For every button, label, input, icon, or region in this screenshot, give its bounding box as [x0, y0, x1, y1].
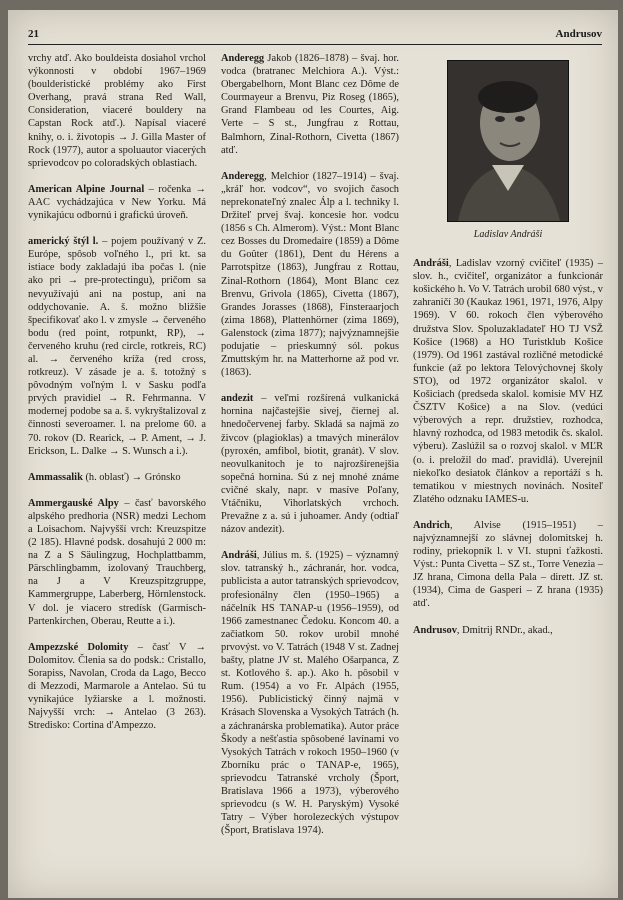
- entry-body: – časť bavorského alpského predhoria (NSR) medzi Lechom a Loisachom. Najvyšší vrch: Kreuzspitze (2 185). Hlavné podsk. dosahujú 2 000 m: na Z a S Säulingzug, Hochplattbamm, Pärschlingbamm, izolovaný Trauchberg, na J a V Kreuzspitzgruppe, Kammergruppe, Laberberg, Hörnlenstock. V dol. je viacero stredísk (Garmisch-Partenkirchen, Oberau, Reutte a i.).: [28, 497, 206, 627]
- entry-head: Anderegg: [221, 170, 265, 182]
- column-1: [28, 52, 206, 732]
- column-2: [221, 52, 399, 837]
- entry-head: Andrusov: [413, 624, 457, 636]
- entry-head: Andrich: [413, 519, 450, 531]
- entry: [413, 624, 603, 637]
- entry: [413, 519, 603, 611]
- entry: [28, 183, 206, 222]
- entry-body: Jakob (1826–1878) – švaj. hor. vodca (bratranec Melchiora A.). Výst.: Obergabelhorn, Mont Blanc cez Dôme de Courmayeur a Brenvu, Piz Roseg (1865), Grand Flambeau od les Courtes, Aig. Verte – S st., Jungfrau z Rottau, Balmhorn, Zinal-Rothorn, Civetta (1867) atď.: [221, 53, 399, 156]
- entry-body: , Ladislav vzorný cvičiteľ (1935) – slov. h., cvičiteľ, organizátor a funkcionár košického h. Vo V. Tatrách urobil 680 výst., v zahraničí 30 (Kaukaz 1961, 1971, 1976, Alpy 1969). V 60. rokoch člen výberového družstva Slov. Spoluzakladateľ HO TJ VSŽ Košice (1968) a HO Turistklub Košice (1979). Od 1961 zastával rozličné metodické funkcie (až po lektora Telovýchovnej školy STO), od 1972 organizátor skalol. v Košiciach (predseda skalol. komisie MV HZ ČSZTV Košice) a na Slov. (vedúci výberových a repr. družstiev, rozhodca, hlavný rozhodca, od 1983 metodik čs. skalol. výberu). Zaslúžil sa o rozvoj skalol. v MĽR (o. i. preložil do maď. pravidlá). Uverejnil niekoľko desiatok článkov a reportáží s h. tematikou v miestnych novinách. Nositeľ Zlatého odznaku IAMES-u.: [413, 258, 603, 505]
- entry-body: – ročenka → AAC vychádzajúca v New Yorku. Má vynikajúcu odbornú i grafickú úroveň.: [28, 183, 206, 222]
- entry-head: americký štýl l.: [28, 236, 99, 248]
- entry: [221, 52, 399, 157]
- entry: [221, 549, 399, 837]
- entry-head: Andráši: [221, 550, 257, 562]
- portrait-photo: [447, 60, 569, 222]
- page-header: [28, 28, 602, 45]
- portrait-figure-icon: [448, 61, 568, 221]
- entry-head: American Alpine Journal: [28, 183, 145, 195]
- entry-body: , Melchior (1827–1914) – švaj. „kráľ hor. vodcov“, vo svojich časoch neprekonateľný znalec Álp a l. techniky l. Držiteľ prvej švaj. koncesie hor. vodcu (1856 s Ch. Almerom). Výst.: Mont Blanc cez Bosses du Dromedaire (1859) a Dôme du Goûter (1861), Dent du Hérens a Parrotspitze (1863), Jungfrau z Rottau, Zinal-Rothorn (1864), Mont Blanc cez Brenvu, Grivola (1865), Civetta (1867), Grandes Jorasses (1868), Finsteraarjoch (zima 1868), Plattenhörner (zima 1869), Galenstock (zima 1877); najvýznamnejšie podujatie – prieskumný sól. pokus Zmuttským hr. na Matterhorne až pod vr. (1863).: [221, 170, 399, 379]
- entry-body: , Alvise (1915–1951) – najvýznamnejší zo slávnej dolomitskej h. rodiny, priekopník l. v VI. stupni ťažkosti. Výst.: Punta Civetta – SZ st., Torre Venezia – JZ hrana, Cimona della Pala – dirett. JZ st. (1934), Cima de Gasperi – Z hrana (1935) atď.: [413, 519, 603, 610]
- dictionary-page: [8, 10, 618, 898]
- entry: [28, 641, 206, 733]
- entry-body: , Dmitrij RNDr., akad.,: [456, 624, 553, 636]
- entry: [28, 471, 206, 484]
- page-number: 21: [28, 28, 39, 40]
- entry: [28, 235, 206, 458]
- entry-head: Anderegg: [221, 53, 265, 64]
- entry-body: , Július m. š. (1925) – významný slov. tatranský h., záchranár, hor. vodca, publicista a autor tatranských sprievodcov, profesionálny člen (1950–1965) a náčelník HS TANAP-u (1956–1959), od 1966 zamestnanec Čedoku. Koncom 40. a začiatkom 50. rokov urobil mnohé prvovýst. vo V. Tatrách (1948 V st. Zadnej bašty, platne JV st. Malého Ošarpanca, Z st. Kotlového š. ap.). Ako h. pôsobil v Rum. (1954) a vo Fr. Alpách (1955, 1956). Publicistický činný najmä v Krásach Slovenska a Vysokých Tatrách (h. a záchranárska problematika). Autor práce Škody a nešťastia spôsobené lavínami vo Vysokých Tatrách v rokoch 1950–1960 (v Zborníku prác o TANAP-e, 1965), sprievodcu Tatranské vrcholy (Šport, Bratislava 1966 a 1973), výberového sprievodcu (s W. H. Paryským) Vysoké Tatry – Výber horolezeckých výstupov (Šport, Bratislava 1974).: [221, 550, 399, 837]
- entry-head: Ammassalik: [28, 471, 83, 483]
- column-3: [413, 52, 603, 637]
- photo-caption: Ladislav Andráši: [473, 229, 543, 240]
- entry-body: vrchy atď. Ako bouldeista dosiahol vrchol výkonnosti v období 1967–1969 (boulderistické problémy ako First Overhang, pravá strana Red Wall, Consideration, viaceré bouldery na Capstan Rock atď.). Napísal viaceré knihy, o. i. životopis → J. Gilla Master of Rock (1977), autor a spoluautor viacerých sprievodcov po coloradských oblastiach.: [28, 53, 206, 169]
- entry-head: andezit: [221, 393, 254, 405]
- entry-head: Ampezzské Dolomity: [28, 641, 129, 653]
- entry-body: (h. oblasť) → Grónsko: [82, 471, 181, 483]
- entry-head: Ammergauské Alpy: [28, 497, 119, 509]
- entry-body: – časť V → Dolomitov. Členia sa do podsk.: Cristallo, Sorapiss, Navolan, Croda da Lago, Becco di Mezzodi, Marmarole a Antelao. Sú tu vynikajúce lyžiarske a l. možnosti. Najvyšší vrch: → Antelao (3 263). Stredisko: Cortina d'Ampezzo.: [28, 641, 206, 732]
- entry-body: – pojem používaný v Z. Európe, spôsob voľného l., pri kt. sa istiace body zakladajú iba počas l. (nie ako pri → pre-protectingu), pričom sa nevyužívajú ani na postup, ani na oddychovanie. A. š. možno bližšie špecifikovať ako l. v zmysle → červeného bodu (red point, rotpunkt, RP), → červeného kruhu (red circle, rotkreis, RC) al. → červeného kríža (red cross, rotkreuz). V zásade je a. š. totožný s pôvodným voľným l. v Sasku podľa prvých pravidiel → R. Fehrmanna. V modernej podobe sa a. š. vykryštalizoval z činnosti severoamer. l. na prelome 60. a 70. rokov (D. Rearick, → P. Ament, → J. Erickson, L. Dalke → S. Wunsch a i.).: [28, 236, 206, 457]
- running-head: Andrusov: [555, 28, 602, 40]
- entry-body: – veľmi rozšírená vulkanická hornina najčastejšie sivej, čiernej al. hnedočervenej farby. Skladá sa najmä zo živcov (plagioklas) a tmavých minerálov (pyroxén, amfibol, biotit, granát). V slov. neovulkanitoch je to najrozšírenejšia sopečná hornina. Sú z nej mnohé známe cvičné skaly, napr. v masíve Poľany, Vtáčniku, Vihorlatských vrchoch. Prevažne z a. sú i juhoamer. Andy (odtiaľ názov andezit).: [221, 393, 399, 536]
- entry: [413, 257, 603, 506]
- entry-head: Andráši: [413, 258, 449, 270]
- entry: [28, 497, 206, 628]
- entry: [221, 170, 399, 380]
- entry: [28, 52, 206, 170]
- entry: [221, 392, 399, 536]
